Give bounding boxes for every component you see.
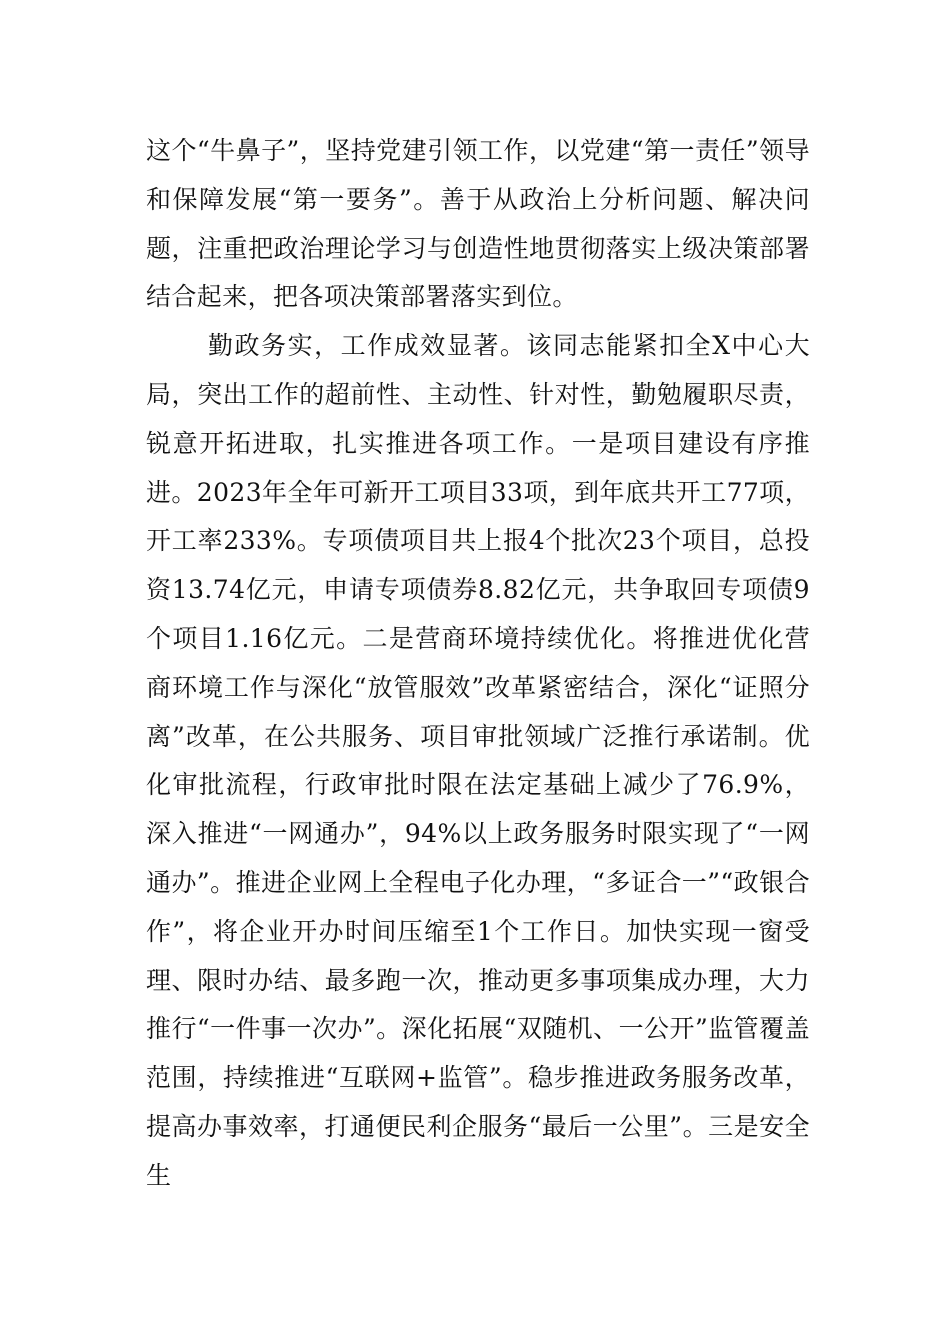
paragraph-continued: 这个“牛鼻子”，坚持党建引领工作，以党建“第一责任”领导和保障发展“第一要务”。善于从政治上分析问题、解决问题，注重把政治理论学习与创造性地贯彻落实上级决策部署结合起来，把各项决策部署落实到位。	[146, 136, 810, 312]
document-body	[146, 127, 810, 1201]
paragraph-diligence: 勤政务实，工作成效显著。该同志能紧扣全X中心大局，突出工作的超前性、主动性、针对性，勤勉履职尽责，锐意开拓进取，扎实推进各项工作。一是项目建设有序推进。2023年全年可新开工项目33项，到年底共开工77项，开工率233%。专项债项目共上报4个批次23个项目，总投资13.74亿元，申请专项债券8.82亿元，共争取回专项债9个项目1.16亿元。二是营商环境持续优化。将推进优化营商环境工作与深化“放管服效”改革紧密结合，深化“证照分离”改革，在公共服务、项目审批领域广泛推行承诺制。优化审批流程，行政审批时限在法定基础上减少了76.9%，深入推进“一网通办”，94%以上政务服务时限实现了“一网通办”。推进企业网上全程电子化办理，“多证合一”“政银合作”，将企业开办时间压缩至1个工作日。加快实现一窗受理、限时办结、最多跑一次，推动更多事项集成办理，大力推行“一件事一次办”。深化拓展“双随机、一公开”监管覆盖范围，持续推进“互联网+监管”。稳步推进政务服务改革，提高办事效率，打通便民利企服务“最后一公里”。三是安全生	[146, 331, 810, 1190]
